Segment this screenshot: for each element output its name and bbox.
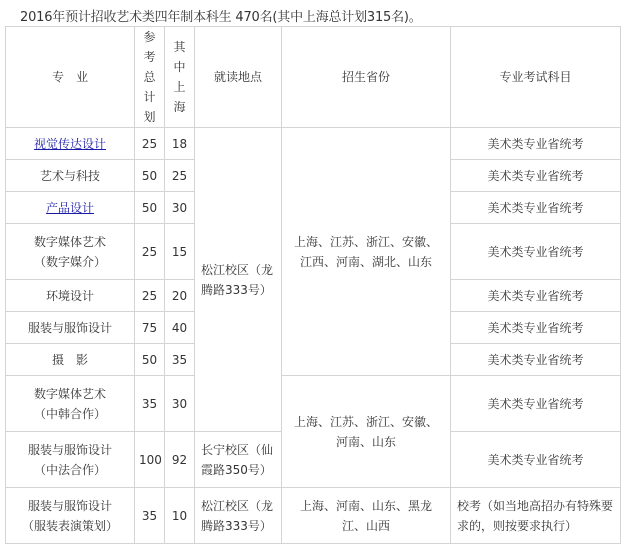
major-name: 服装与服饰设计 [27, 320, 112, 335]
header-plan-total-l3: 划 [143, 110, 156, 124]
major-cell [6, 192, 135, 224]
table-row [6, 128, 621, 160]
header-location: 就读地点 [195, 27, 282, 128]
plan-shanghai-cell: 92 [165, 432, 195, 488]
header-major: 专 业 [6, 27, 135, 128]
major-name: 环境设计 [45, 288, 94, 303]
major-name: 服装与服饰设计 [27, 498, 112, 513]
major-name: 数字媒体艺术 [33, 386, 106, 401]
header-provinces: 招生省份 [282, 27, 451, 128]
location-cell: 长宁校区（仙霞路350号） [195, 432, 282, 488]
table-row [6, 376, 621, 432]
exam-cell: 美术类专业省统考 [451, 432, 621, 488]
header-exam: 专业考试科目 [451, 27, 621, 128]
plan-shanghai-cell: 30 [165, 192, 195, 224]
plan-total-cell: 35 [135, 488, 165, 544]
exam-cell: 美术类专业省统考 [451, 128, 621, 160]
major-name: 服装与服饰设计 [27, 442, 112, 457]
table-body [6, 27, 621, 544]
plan-total-cell: 25 [135, 224, 165, 280]
plan-shanghai-cell: 25 [165, 160, 195, 192]
exam-cell: 美术类专业省统考 [451, 344, 621, 376]
exam-cell: 美术类专业省统考 [451, 160, 621, 192]
plan-shanghai-cell: 15 [165, 224, 195, 280]
plan-total-cell: 50 [135, 160, 165, 192]
plan-shanghai-cell: 40 [165, 312, 195, 344]
exam-cell: 校考（如当地高招办有特殊要求的，则按要求执行） [451, 488, 621, 544]
header-plan-shanghai [165, 27, 195, 128]
plan-total-cell: 75 [135, 312, 165, 344]
plan-shanghai-cell: 18 [165, 128, 195, 160]
table-row [6, 488, 621, 544]
exam-cell: 美术类专业省统考 [451, 312, 621, 344]
major-cell [6, 488, 135, 544]
major-cell [6, 432, 135, 488]
major-cell [6, 344, 135, 376]
major-name: 艺术与科技 [39, 168, 100, 183]
header-plan-total-l1: 参考 [143, 30, 156, 64]
major-cell [6, 128, 135, 160]
plan-total-cell: 100 [135, 432, 165, 488]
major-name: 数字媒体艺术 [33, 234, 106, 249]
exam-cell: 美术类专业省统考 [451, 280, 621, 312]
plan-shanghai-cell: 10 [165, 488, 195, 544]
plan-total-cell: 50 [135, 192, 165, 224]
exam-cell: 美术类专业省统考 [451, 192, 621, 224]
plan-shanghai-cell: 35 [165, 344, 195, 376]
enrollment-table [5, 26, 621, 544]
header-plan-shanghai-l2: 上海 [173, 80, 186, 114]
location-cell: 松江校区（龙腾路333号） [195, 488, 282, 544]
major-name: 摄 影 [51, 352, 88, 367]
provinces-cell: 上海、河南、山东、黑龙江、山西 [282, 488, 451, 544]
major-cell [6, 280, 135, 312]
major-note: （中韩合作） [33, 406, 106, 421]
plan-shanghai-cell: 20 [165, 280, 195, 312]
major-link[interactable]: 视觉传达设计 [33, 136, 106, 151]
major-cell [6, 312, 135, 344]
major-note: （中法合作） [33, 462, 106, 477]
exam-cell: 美术类专业省统考 [451, 376, 621, 432]
header-plan-shanghai-l1: 其中 [173, 40, 186, 74]
major-link[interactable]: 产品设计 [45, 200, 94, 215]
major-cell [6, 160, 135, 192]
plan-total-cell: 25 [135, 280, 165, 312]
provinces-cell: 上海、江苏、浙江、安徽、江西、河南、湖北、山东 [282, 128, 451, 376]
location-cell: 松江校区（龙腾路333号） [195, 128, 282, 432]
major-note: （服装表演策划） [21, 518, 118, 533]
major-cell [6, 376, 135, 432]
header-row [6, 27, 621, 128]
plan-total-cell: 50 [135, 344, 165, 376]
plan-total-cell: 25 [135, 128, 165, 160]
plan-shanghai-cell: 30 [165, 376, 195, 432]
major-note: （数字媒介） [33, 254, 106, 269]
exam-cell: 美术类专业省统考 [451, 224, 621, 280]
provinces-cell: 上海、江苏、浙江、安徽、河南、山东 [282, 376, 451, 488]
major-cell [6, 224, 135, 280]
header-plan-total [135, 27, 165, 128]
plan-caption: 2016年预计招收艺术类四年制本科生 470名(其中上海总计划315名)。 [20, 10, 422, 25]
plan-total-cell: 35 [135, 376, 165, 432]
header-plan-total-l2: 总计 [143, 70, 156, 104]
